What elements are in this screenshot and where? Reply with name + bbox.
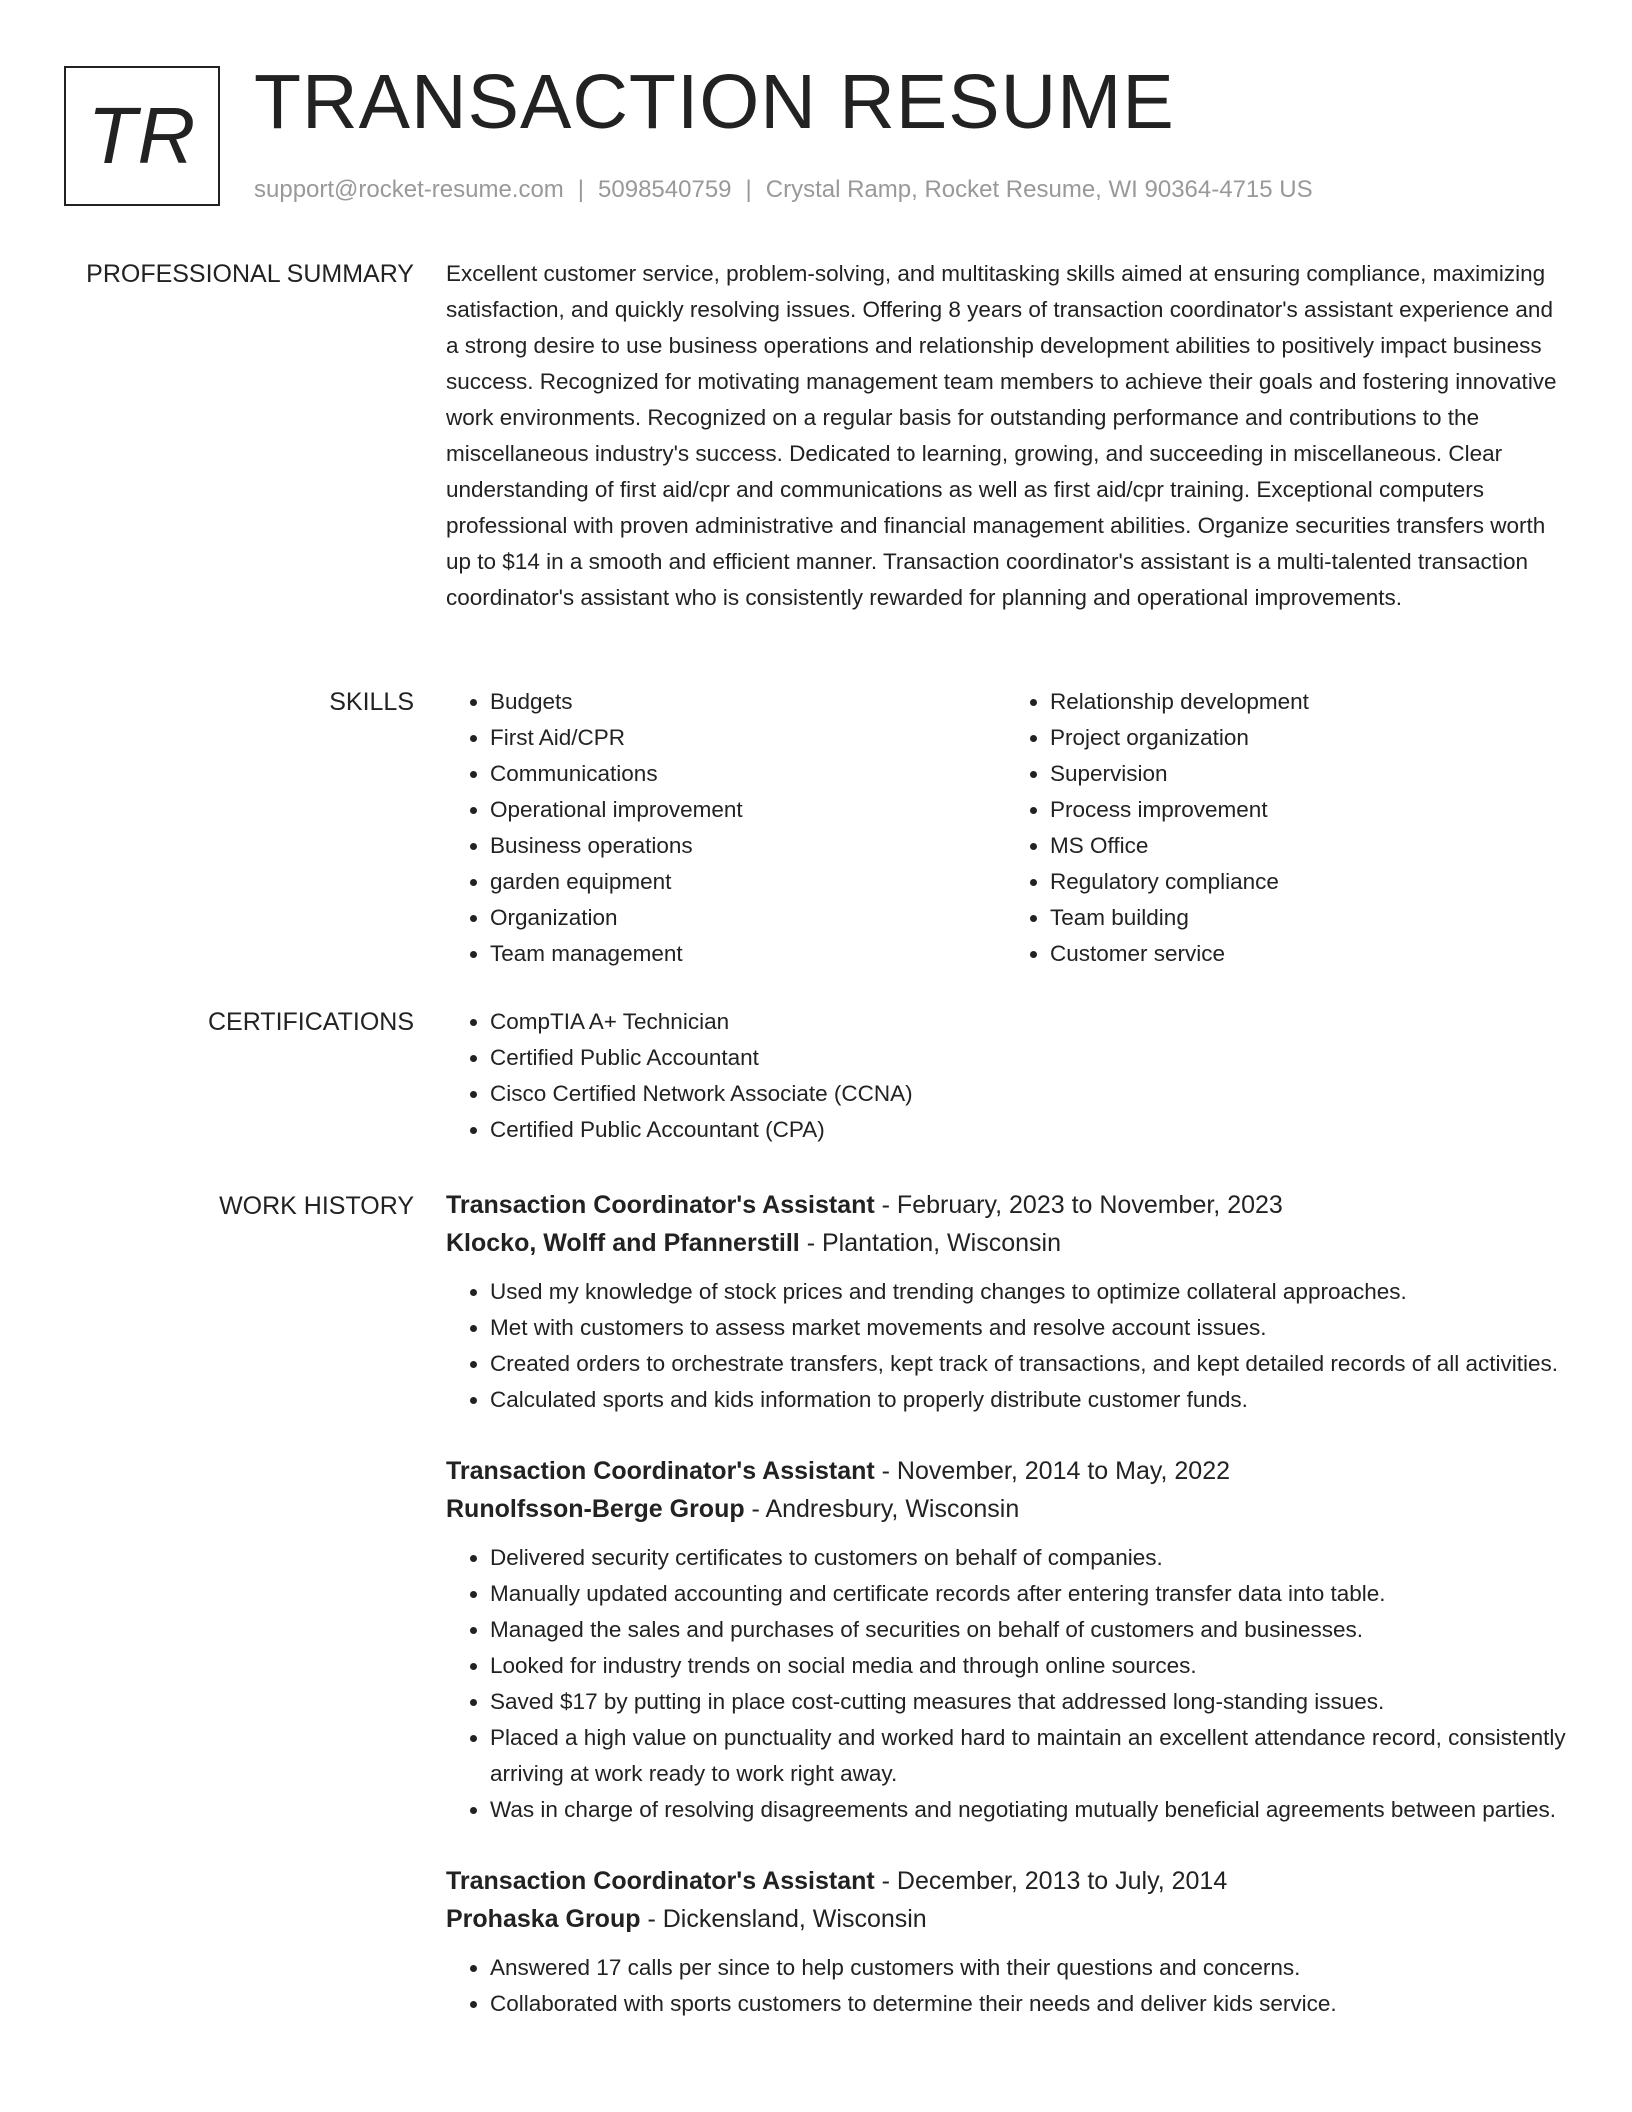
section-heading-work-history: WORK HISTORY	[219, 1192, 414, 1220]
monogram-logo: TR	[64, 66, 220, 206]
list-item: • Delivered security certificates to customers on behalf of companies.	[490, 1540, 1566, 1576]
job-bullets	[446, 1540, 1566, 1828]
job-company: Klocko, Wolff and Pfannerstill	[446, 1229, 800, 1257]
section-heading-summary: PROFESSIONAL SUMMARY	[86, 260, 414, 288]
certifications-body	[446, 1004, 1566, 1148]
skills-list-left	[446, 684, 1006, 972]
job-dates: - November, 2014 to May, 2022	[874, 1457, 1231, 1485]
job-entry	[446, 1862, 1566, 2022]
contact-phone: 5098540759	[598, 176, 732, 203]
certifications-list	[446, 1004, 1566, 1148]
list-item: • Relationship development	[1050, 684, 1566, 720]
job-location: - Plantation, Wisconsin	[799, 1229, 1061, 1257]
list-item: • garden equipment	[490, 864, 1006, 900]
skills-list-right	[1006, 684, 1566, 972]
list-item: • Certified Public Accountant (CPA)	[490, 1112, 1566, 1148]
summary-text: Excellent customer service, problem-solving, and multitasking skills aimed at ensuring compliance, maximizing satisfaction, and quickly resolving issues. Offering 8 years of transaction coordinator's assistant experience and a strong desire to use business operations and relationship development abilities to positively impact business success. Recognized for motivating management team members to achieve their goals and fostering innovative work environments. Recognized on a regular basis for outstanding performance and contributions to the miscellaneous industry's success. Dedicated to learning, growing, and succeeding in miscellaneous. Clear understanding of first aid/cpr and communications as well as first aid/cpr training. Exceptional computers professional with proven administrative and financial management abilities. Organize securities transfers worth up to $14 in a smooth and efficient manner. Transaction coordinator's assistant is a multi-talented transaction coordinator's assistant who is consistently rewarded for planning and operational improvements.	[446, 261, 1557, 610]
list-item: • Certified Public Accountant	[490, 1040, 1566, 1076]
contact-separator: |	[577, 176, 585, 203]
job-title-line	[446, 1186, 1566, 1224]
list-item: • Created orders to orchestrate transfers, kept track of transactions, and kept detailed records of all activities.	[490, 1346, 1566, 1382]
list-item: • Was in charge of resolving disagreements and negotiating mutually beneficial agreements between parties.	[490, 1792, 1566, 1828]
list-item: • Manually updated accounting and certificate records after entering transfer data into table.	[490, 1576, 1566, 1612]
job-location: - Andresbury, Wisconsin	[744, 1495, 1020, 1523]
list-item: • MS Office	[1050, 828, 1566, 864]
job-company-line	[446, 1224, 1566, 1262]
job-company: Runolfsson-Berge Group	[446, 1495, 745, 1523]
job-entry	[446, 1186, 1566, 1418]
resume-title: TRANSACTION RESUME	[254, 59, 1175, 145]
list-item: • Placed a high value on punctuality and worked hard to maintain an excellent attendance record, consistently arriving at work ready to work right away.	[490, 1720, 1566, 1792]
list-item: • First Aid/CPR	[490, 720, 1006, 756]
list-item: • Team building	[1050, 900, 1566, 936]
list-item: • Team management	[490, 936, 1006, 972]
contact-email: support@rocket-resume.com	[254, 176, 564, 203]
contact-separator: |	[745, 176, 752, 203]
list-item: • Business operations	[490, 828, 1006, 864]
section-heading-certifications: CERTIFICATIONS	[207, 1008, 414, 1036]
list-item: • Customer service	[1050, 936, 1566, 972]
job-company: Prohaska Group	[446, 1905, 641, 1933]
job-title: Transaction Coordinator's Assistant	[446, 1457, 875, 1485]
job-company-line	[446, 1900, 1566, 1938]
list-item: • Used my knowledge of stock prices and trending changes to optimize collateral approaches.	[490, 1274, 1566, 1310]
job-dates: - February, 2023 to November, 2023	[874, 1191, 1283, 1219]
list-item: • Communications	[490, 756, 1006, 792]
list-item: • Budgets	[490, 684, 1006, 720]
list-item: • Regulatory compliance	[1050, 864, 1566, 900]
job-location: - Dickensland, Wisconsin	[640, 1905, 927, 1933]
job-bullets	[446, 1274, 1566, 1418]
list-item: • Organization	[490, 900, 1006, 936]
job-dates: - December, 2013 to July, 2014	[874, 1867, 1228, 1895]
job-entry	[446, 1452, 1566, 1828]
list-item: • Process improvement	[1050, 792, 1566, 828]
list-item: • Saved $17 by putting in place cost-cutting measures that addressed long-standing issues.	[490, 1684, 1566, 1720]
list-item: • Looked for industry trends on social media and through online sources.	[490, 1648, 1566, 1684]
contact-address: Crystal Ramp, Rocket Resume, WI 90364-4715 US	[765, 176, 1313, 203]
list-item: • Supervision	[1050, 756, 1566, 792]
list-item: • Answered 17 calls per since to help customers with their questions and concerns.	[490, 1950, 1566, 1986]
list-item: • Managed the sales and purchases of securities on behalf of customers and businesses.	[490, 1612, 1566, 1648]
list-item: • CompTIA A+ Technician	[490, 1004, 1566, 1040]
work-history-body	[446, 1186, 1566, 2056]
job-company-line	[446, 1490, 1566, 1528]
section-heading-skills: SKILLS	[329, 688, 414, 716]
list-item: • Cisco Certified Network Associate (CCNA)	[490, 1076, 1566, 1112]
job-bullets	[446, 1950, 1566, 2022]
list-item: • Project organization	[1050, 720, 1566, 756]
list-item: • Met with customers to assess market movements and resolve account issues.	[490, 1310, 1566, 1346]
skills-body	[446, 684, 1566, 972]
list-item: • Operational improvement	[490, 792, 1006, 828]
list-item: • Calculated sports and kids information to properly distribute customer funds.	[490, 1382, 1566, 1418]
job-title: Transaction Coordinator's Assistant	[446, 1867, 875, 1895]
job-title-line	[446, 1452, 1566, 1490]
job-title-line	[446, 1862, 1566, 1900]
job-title: Transaction Coordinator's Assistant	[446, 1191, 875, 1219]
summary-body	[446, 256, 1566, 616]
contact-line	[254, 172, 1313, 208]
list-item: • Collaborated with sports customers to determine their needs and deliver kids service.	[490, 1986, 1566, 2022]
